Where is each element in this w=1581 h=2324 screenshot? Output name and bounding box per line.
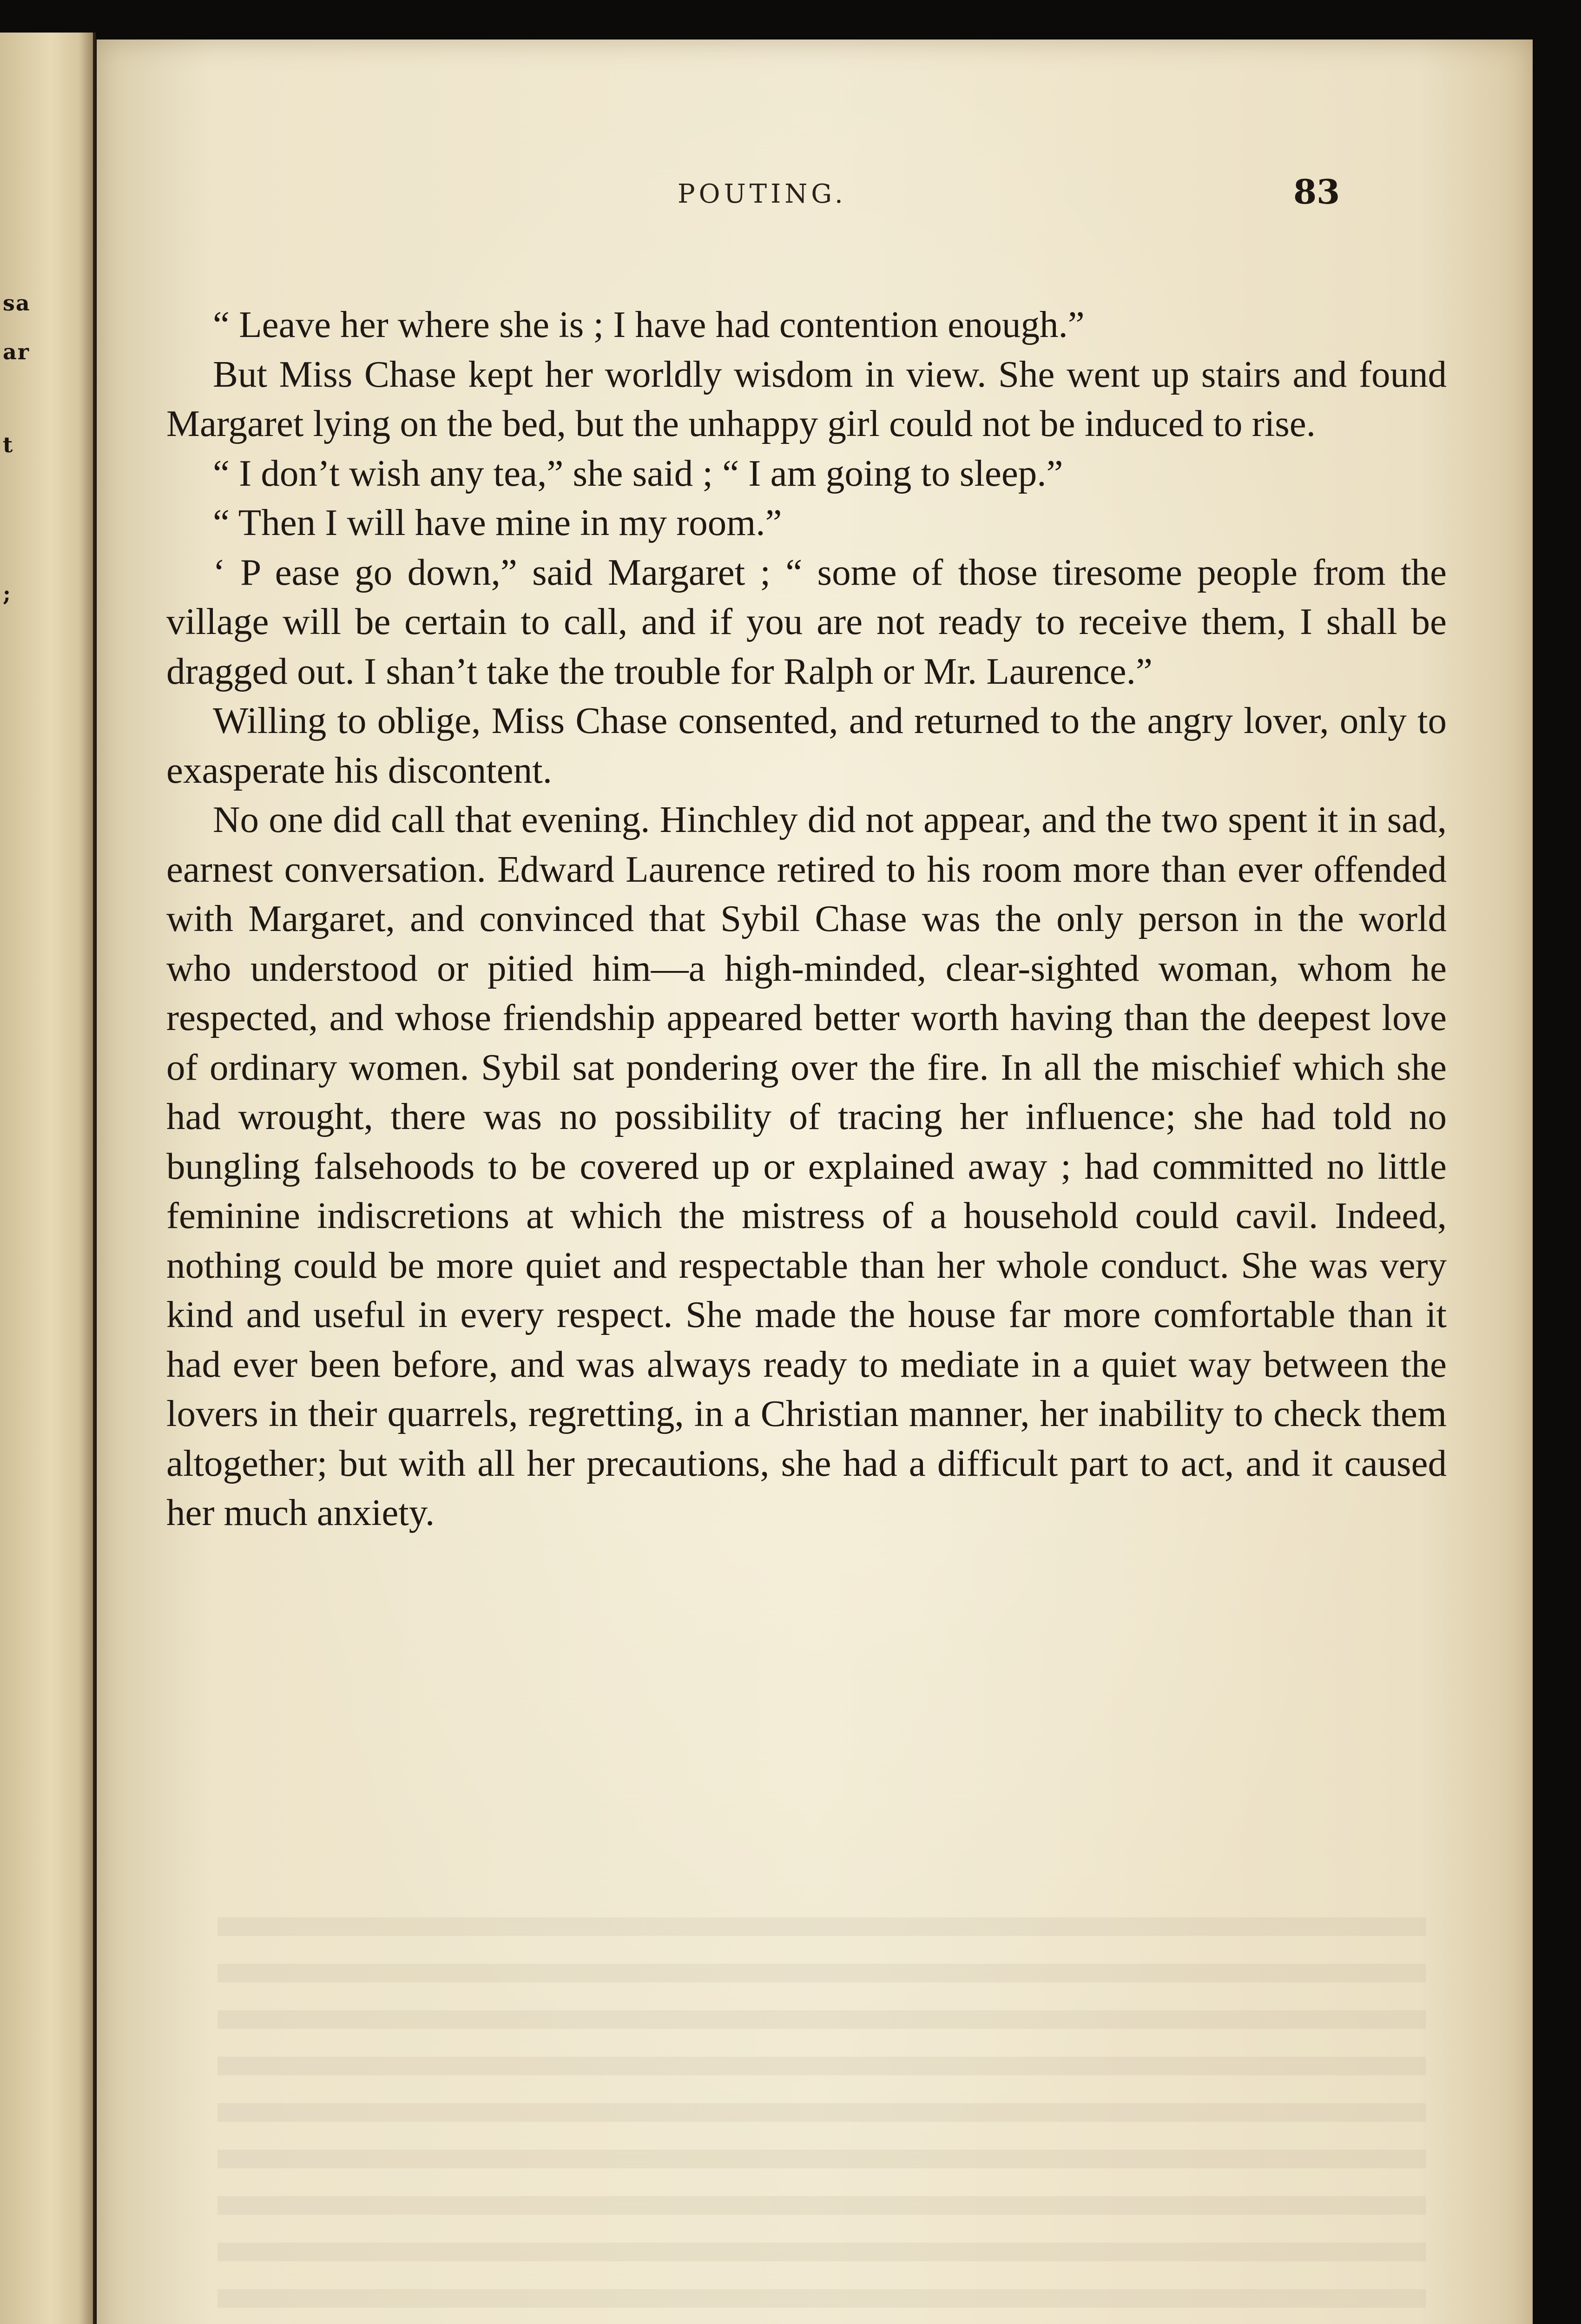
page-number: 83 — [1293, 172, 1340, 211]
previous-page-edge — [0, 33, 96, 2324]
page-body — [166, 300, 1447, 1538]
bleed-through-text — [217, 1889, 1426, 2308]
page-fragment: ; — [3, 581, 12, 606]
paragraph: But Miss Chase kept her worldly wisdom in view. She went up stairs and found Margaret lying on the bed, but the unhappy girl could not be induced to rise. — [166, 353, 1447, 444]
paragraph: “ Then I will have mine in my room.” — [213, 502, 782, 543]
paragraph: “ Leave her where she is ; I have had contention enough.” — [213, 304, 1085, 345]
page-fragment: t — [3, 432, 14, 457]
book-page — [97, 40, 1533, 2324]
paragraph: No one did call that evening. Hinchley did not appear, and the two spent it in sad, earnest conversation. Edward Laurence retired to his room more than ever offended with Margaret, and convinced that Sybil Chase was the only person in the world who understood or pitied him—a high-minded, clear-sighted woman, whom he respected, and whose friendship appeared better worth having than the deepest love of ordinary women. Sybil sat pondering over the fire. In all the mischief which she had wrought, there was no possibility of tracing her influence; she had told no bungling falsehoods to be covered up or explained away ; had committed no little feminine indiscretions at which the mistress of a household could cavil. Indeed, nothing could be more quiet and respectable than her whole conduct. She was very kind and useful in every respect. She made the house far more comfortable than it had ever been before, and was always ready to mediate in a quiet way between the lovers in their quarrels, regretting, in a Christian manner, her inability to check them altogether; but with all her precautions, she had a difficult part to act, and it caused her much anxiety. — [166, 799, 1447, 1533]
page-fragment: ar — [3, 339, 30, 364]
paragraph: ‘ P ease go down,” said Margaret ; “ some of those tiresome people from the village will be certain to call, and if you are not ready to receive them, I shall be dragged out. I shan’t take the trouble for Ralph or Mr. Laurence.” — [166, 551, 1447, 692]
page-fragment: sa — [3, 290, 31, 316]
paragraph: Willing to oblige, Miss Chase consented, and returned to the angry lover, only to exasperate his discontent. — [166, 700, 1447, 791]
paragraph: “ I don’t wish any tea,” she said ; “ I am going to sleep.” — [213, 452, 1063, 494]
running-header: POUTING. — [678, 179, 847, 209]
